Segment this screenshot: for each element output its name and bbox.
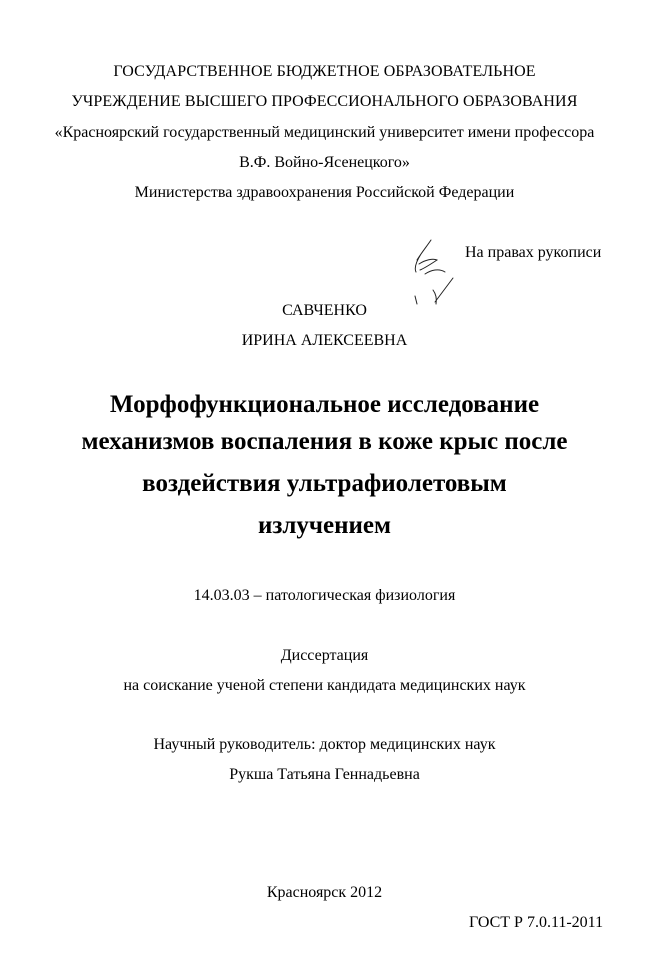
title-line-1: Морфофункциональное исследование xyxy=(109,391,540,418)
institution-line-4: В.Ф. Войно-Ясенецкого» xyxy=(239,154,410,171)
title-line-3: воздействия ультрафиолетовым xyxy=(142,470,507,497)
author-name: ИРИНА АЛЕКСЕЕВНА xyxy=(241,332,408,349)
title-line-2: механизмов воспаления в коже крыс после xyxy=(81,428,568,455)
specialty-code: 14.03.03 – патологическая физиология xyxy=(193,587,456,604)
degree-line: на соискание ученой степени кандидата медицинских наук xyxy=(123,677,526,694)
author-surname: САВЧЕНКО xyxy=(282,302,367,319)
institution-line-3: «Красноярский государственный медицинский университет имени профессора xyxy=(54,124,595,141)
title-line-4: излучением xyxy=(257,512,392,539)
institution-line-2: УЧРЕЖДЕНИЕ ВЫСШЕГО ПРОФЕССИОНАЛЬНОГО ОБРАЗОВАНИЯ xyxy=(71,93,578,110)
supervisor-line: Научный руководитель: доктор медицинских наук xyxy=(153,736,496,753)
dissertation-label: Диссертация xyxy=(280,647,369,664)
supervisor-name: Рукша Татьяна Геннадьевна xyxy=(229,766,420,783)
rights-note: На правах рукописи xyxy=(465,244,602,261)
gost-standard: ГОСТ Р 7.0.11-2011 xyxy=(469,914,604,931)
handwritten-signature xyxy=(405,238,465,310)
institution-line-1: ГОСУДАРСТВЕННОЕ БЮДЖЕТНОЕ ОБРАЗОВАТЕЛЬНОЕ xyxy=(113,63,536,80)
city-year: Красноярск 2012 xyxy=(266,884,383,901)
ministry-line: Министерства здравоохранения Российской Федерации xyxy=(134,184,515,201)
